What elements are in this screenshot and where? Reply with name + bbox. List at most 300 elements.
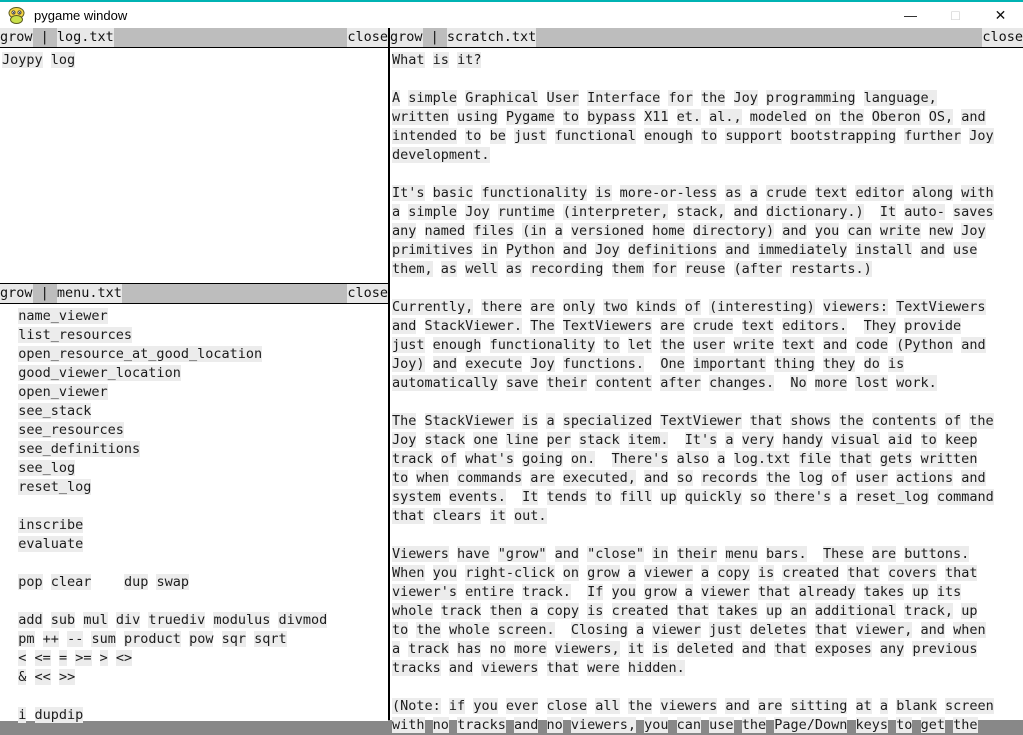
word: it — [489, 508, 506, 524]
text-line — [392, 450, 1023, 469]
word: has — [457, 641, 482, 657]
word: auto- — [904, 204, 945, 220]
word: and — [554, 546, 580, 562]
word: up — [961, 603, 978, 619]
word: versioned — [570, 223, 645, 239]
word: its — [936, 584, 962, 600]
word[interactable]: inscribe — [18, 517, 84, 533]
word: and — [733, 204, 758, 220]
word: right-click — [465, 565, 555, 581]
word[interactable]: clear — [50, 574, 92, 590]
word: Joy — [595, 242, 620, 258]
word: are — [871, 546, 897, 562]
scratch-menubar — [390, 28, 1023, 48]
word[interactable]: see_log — [18, 460, 76, 476]
word: thing — [774, 356, 815, 372]
window-title: pygame window — [34, 7, 128, 23]
word: also — [676, 451, 710, 467]
word: (in — [522, 223, 547, 239]
word: exposes — [814, 641, 872, 657]
word: there — [481, 299, 523, 315]
word: that — [749, 413, 783, 429]
word: of — [944, 413, 962, 429]
word: whole — [448, 622, 490, 638]
word[interactable]: see_stack — [18, 403, 92, 419]
word: Currently, — [392, 299, 474, 315]
word: (interesting) — [709, 299, 815, 315]
word: work. — [896, 375, 937, 391]
menubar-separator: | — [40, 29, 49, 45]
word[interactable]: <= — [34, 650, 51, 666]
text-line — [2, 592, 388, 611]
word: all — [595, 698, 620, 714]
word: stack — [579, 432, 620, 448]
word: programming — [766, 90, 856, 106]
word[interactable]: & — [18, 669, 27, 685]
word: clears — [432, 508, 482, 524]
menu-content[interactable] — [0, 304, 388, 721]
text-line — [392, 298, 1023, 317]
word: Viewers — [392, 546, 449, 562]
word[interactable]: -- — [67, 631, 84, 647]
word: after — [660, 375, 701, 391]
word: you — [473, 698, 498, 714]
word: lost — [855, 375, 888, 391]
word: that — [814, 622, 848, 638]
word: One — [660, 356, 685, 372]
word: command — [936, 489, 994, 505]
word[interactable]: dup — [123, 574, 149, 590]
word[interactable]: dupdip — [34, 707, 84, 723]
word: TextViewers — [896, 299, 986, 315]
word[interactable]: modulus — [213, 612, 271, 628]
word: support — [725, 128, 783, 144]
word: of — [831, 470, 848, 486]
word: a — [684, 584, 693, 600]
word: text — [741, 318, 775, 334]
word: files — [473, 223, 514, 239]
viewer-title-scratch: scratch.txt — [446, 29, 537, 45]
word: any — [879, 641, 905, 657]
word: a — [627, 565, 636, 581]
word: No — [790, 375, 807, 391]
word: The — [392, 413, 417, 429]
word: the — [839, 413, 864, 429]
word: aid — [888, 432, 913, 448]
word: al., — [709, 109, 742, 125]
word: fill — [619, 489, 653, 505]
word: restarts.) — [790, 261, 872, 277]
word: track — [408, 641, 449, 657]
word: text — [814, 185, 848, 201]
word: intended — [392, 128, 458, 144]
word: X11 — [644, 109, 669, 125]
word: definitions — [627, 242, 718, 258]
word[interactable]: >> — [58, 669, 76, 685]
word[interactable]: ++ — [42, 631, 59, 647]
word: "grow" — [497, 546, 547, 562]
text-line — [392, 583, 1023, 602]
word: get — [920, 717, 945, 733]
word[interactable]: sum — [91, 631, 116, 647]
close-button[interactable]: close — [982, 29, 1023, 45]
pygame-snake-icon — [8, 7, 25, 24]
word[interactable]: sub — [50, 612, 76, 628]
word: viewer — [701, 584, 750, 600]
word: functions. — [562, 356, 645, 372]
word: created — [611, 603, 669, 619]
word: are — [757, 698, 783, 714]
word: Python — [505, 242, 555, 258]
text-line — [392, 526, 1023, 545]
text-line — [392, 374, 1023, 393]
word: Interface — [587, 90, 661, 106]
word: specialized — [562, 413, 653, 429]
word: the — [839, 109, 864, 125]
word: (Python — [896, 337, 954, 353]
word: of — [440, 451, 458, 467]
word: is — [757, 565, 775, 581]
word[interactable]: swap — [156, 574, 189, 590]
word: deletes — [749, 622, 807, 638]
word[interactable]: pow — [189, 631, 214, 647]
word: blank — [896, 698, 937, 714]
word: more — [814, 375, 848, 391]
word: their — [676, 546, 718, 562]
log-content[interactable] — [0, 48, 388, 283]
word: and — [392, 318, 417, 334]
text-line — [2, 554, 388, 573]
text-line — [392, 317, 1023, 336]
word: important — [692, 356, 766, 372]
word: changes. — [709, 375, 775, 391]
word: out. — [513, 508, 547, 524]
word: shows — [790, 413, 832, 429]
right-track — [390, 28, 1023, 733]
word: there's — [774, 489, 832, 505]
word: for — [652, 261, 677, 277]
word: (after — [733, 261, 783, 277]
word[interactable]: div — [115, 612, 141, 628]
word: at — [855, 698, 872, 714]
text-line — [392, 336, 1023, 355]
word: menu — [725, 546, 758, 562]
word[interactable]: name_viewer — [18, 308, 108, 324]
text-line — [392, 412, 1023, 431]
word: up — [912, 584, 929, 600]
word: item. — [627, 432, 669, 448]
word: a — [530, 603, 539, 619]
word: and — [644, 470, 669, 486]
word: records — [701, 470, 758, 486]
text-line — [392, 184, 1023, 203]
text-line — [2, 649, 388, 668]
word: It's — [392, 185, 425, 201]
word: you — [611, 584, 636, 600]
word: file — [798, 451, 832, 467]
word: them, — [392, 261, 433, 277]
word: that — [774, 641, 807, 657]
viewer-log-txt — [0, 28, 388, 283]
word: viewers, — [570, 717, 636, 733]
word[interactable]: << — [34, 669, 51, 685]
word[interactable]: see_resources — [18, 422, 124, 438]
word[interactable]: add — [18, 612, 43, 628]
text-line — [392, 279, 1023, 298]
word[interactable]: evaluate — [18, 536, 84, 552]
word: per — [546, 432, 571, 448]
word: their — [546, 375, 588, 391]
word[interactable]: pm — [18, 631, 35, 647]
word: tracks — [392, 660, 441, 676]
word: text — [782, 337, 815, 353]
text-line — [392, 203, 1023, 222]
text-line — [2, 307, 388, 326]
word: the — [953, 717, 978, 733]
text-line — [392, 621, 1023, 640]
word: If — [587, 584, 604, 600]
word: quickly — [684, 489, 742, 505]
word[interactable]: <> — [115, 650, 133, 666]
word: you — [432, 565, 458, 581]
word: on — [814, 109, 832, 125]
word: functionality — [481, 185, 588, 201]
word: write — [879, 223, 921, 239]
text-line — [392, 89, 1023, 108]
word: When — [392, 565, 425, 581]
word: viewer — [652, 622, 701, 638]
word: are — [660, 318, 685, 334]
word: Joy — [961, 223, 986, 239]
text-line — [392, 697, 1023, 716]
word: along — [912, 185, 954, 201]
word: Joy — [969, 128, 994, 144]
word: viewers, — [554, 641, 620, 657]
word[interactable]: i — [18, 707, 27, 723]
word: what's — [465, 451, 514, 467]
text-line — [2, 402, 388, 421]
word: a — [701, 565, 710, 581]
minimize-button[interactable]: — — [904, 7, 917, 23]
word: contents — [871, 413, 937, 429]
grow-button[interactable]: grow — [0, 29, 33, 45]
word: an — [790, 603, 807, 619]
word: with — [392, 717, 425, 733]
text-line — [392, 716, 1023, 735]
word[interactable]: pop — [18, 574, 43, 590]
word: copy — [546, 603, 580, 619]
word: and — [562, 242, 588, 258]
close-button[interactable]: close — [347, 285, 388, 301]
word[interactable]: > — [99, 650, 108, 666]
text-line — [2, 573, 388, 592]
text-line — [392, 564, 1023, 583]
word: TextViewers — [562, 318, 653, 334]
word: TextViewer — [660, 413, 742, 429]
word: that — [944, 565, 978, 581]
word: a — [839, 489, 848, 505]
word: tracks — [457, 717, 506, 733]
word: the — [660, 337, 685, 353]
word: development. — [392, 147, 490, 163]
word: tends — [546, 489, 588, 505]
word: simple — [408, 204, 458, 220]
word: two — [603, 299, 628, 315]
word[interactable]: open_viewer — [18, 384, 108, 400]
word: it? — [457, 52, 482, 68]
word: viewer, — [855, 622, 913, 638]
word: created — [782, 565, 840, 581]
word: to — [562, 109, 580, 125]
word: when — [416, 470, 449, 486]
word: the — [416, 622, 441, 638]
word: named — [424, 223, 466, 239]
word: is — [595, 185, 612, 201]
word: using — [457, 109, 498, 125]
grow-button[interactable]: grow — [0, 285, 33, 301]
word: have — [457, 546, 490, 562]
word: further — [904, 128, 962, 144]
word: primitives — [392, 242, 474, 258]
word: stack — [424, 432, 466, 448]
word: Oberon — [871, 109, 921, 125]
word: a — [635, 622, 645, 638]
text-line — [2, 706, 388, 725]
word: dictionary.) — [766, 204, 864, 220]
word: write — [733, 337, 775, 353]
word: is — [432, 52, 449, 68]
word: in — [481, 242, 498, 258]
word: track, — [904, 603, 954, 619]
word: User — [546, 90, 580, 106]
word: going — [522, 451, 563, 467]
word[interactable]: sqr — [221, 631, 246, 647]
word: saves — [953, 204, 994, 220]
word: enough — [644, 128, 693, 144]
word: bars. — [766, 546, 807, 562]
word: no — [489, 641, 506, 657]
word: gets — [879, 451, 913, 467]
word: you — [644, 717, 669, 733]
word: can — [676, 717, 702, 733]
word[interactable]: divmod — [278, 612, 328, 628]
word: that — [839, 451, 872, 467]
word: do — [863, 356, 880, 372]
scratch-content[interactable] — [390, 48, 1023, 733]
word[interactable]: < — [18, 650, 27, 666]
word: Joy — [465, 204, 490, 220]
text-line — [392, 108, 1023, 127]
word: home — [652, 223, 685, 239]
word: only — [562, 299, 596, 315]
word: track — [440, 603, 482, 619]
word: on — [562, 565, 579, 581]
text-line — [2, 345, 388, 364]
word: are — [530, 299, 555, 315]
word: language, — [863, 90, 937, 106]
menubar-separator: | — [430, 29, 439, 45]
word[interactable]: see_definitions — [18, 441, 141, 457]
word: is — [522, 413, 539, 429]
word[interactable]: truediv — [148, 612, 206, 628]
word: basic — [432, 185, 474, 201]
word: log — [50, 52, 76, 68]
word: a — [554, 223, 563, 239]
word: It — [522, 489, 539, 505]
word: of — [684, 299, 701, 315]
word[interactable]: mul — [83, 612, 108, 628]
word: runtime — [497, 204, 555, 220]
text-line — [2, 440, 388, 459]
text-line — [2, 668, 388, 687]
word: for — [668, 90, 693, 106]
word: enough — [432, 337, 482, 353]
viewer-menu-txt — [0, 283, 388, 721]
word[interactable]: product — [124, 631, 181, 647]
word: system — [392, 489, 441, 505]
grow-button[interactable]: grow — [390, 29, 423, 45]
word: when — [953, 622, 986, 638]
word: to — [700, 128, 718, 144]
word: actions — [896, 470, 954, 486]
word: Joy — [392, 432, 417, 448]
word[interactable]: list_resources — [18, 327, 133, 343]
word: screen. — [497, 622, 555, 638]
word: as — [725, 185, 742, 201]
text-line — [392, 260, 1023, 279]
maximize-button[interactable]: □ — [951, 7, 960, 23]
word: and — [961, 337, 986, 353]
word: additional — [814, 603, 897, 619]
word: just — [513, 128, 547, 144]
word: and — [822, 337, 848, 353]
title-bar — [0, 2, 1023, 28]
word[interactable]: sqrt — [254, 631, 287, 647]
word: no — [546, 717, 563, 733]
word: copy — [717, 565, 750, 581]
word: on. — [570, 451, 596, 467]
text-line — [2, 535, 388, 554]
word: provide — [904, 318, 962, 334]
word: viewers — [481, 660, 539, 676]
text-line — [2, 611, 388, 630]
word[interactable]: open_resource_at_good_location — [18, 346, 263, 362]
text-line — [2, 478, 388, 497]
close-window-button[interactable]: ✕ — [994, 6, 1007, 23]
word: can — [847, 223, 872, 239]
word: more-or-less — [619, 185, 718, 201]
word[interactable]: reset_log — [18, 479, 92, 495]
word: very — [741, 432, 775, 448]
word: well — [465, 261, 498, 277]
word: written — [392, 109, 449, 125]
word[interactable]: >= — [75, 650, 92, 666]
word: them — [611, 261, 645, 277]
word: one — [473, 432, 498, 448]
word: reset_log — [855, 489, 929, 505]
viewer-title-menu: menu.txt — [56, 285, 122, 301]
close-button[interactable]: close — [347, 29, 388, 45]
word: to — [392, 470, 409, 486]
word[interactable]: good_viewer_location — [18, 365, 181, 381]
word[interactable]: = — [58, 650, 68, 666]
word: stack, — [676, 204, 726, 220]
word: previous — [912, 641, 978, 657]
word: to — [595, 489, 612, 505]
text-line — [392, 678, 1023, 697]
text-line — [392, 469, 1023, 488]
word: Joy) — [392, 356, 425, 372]
